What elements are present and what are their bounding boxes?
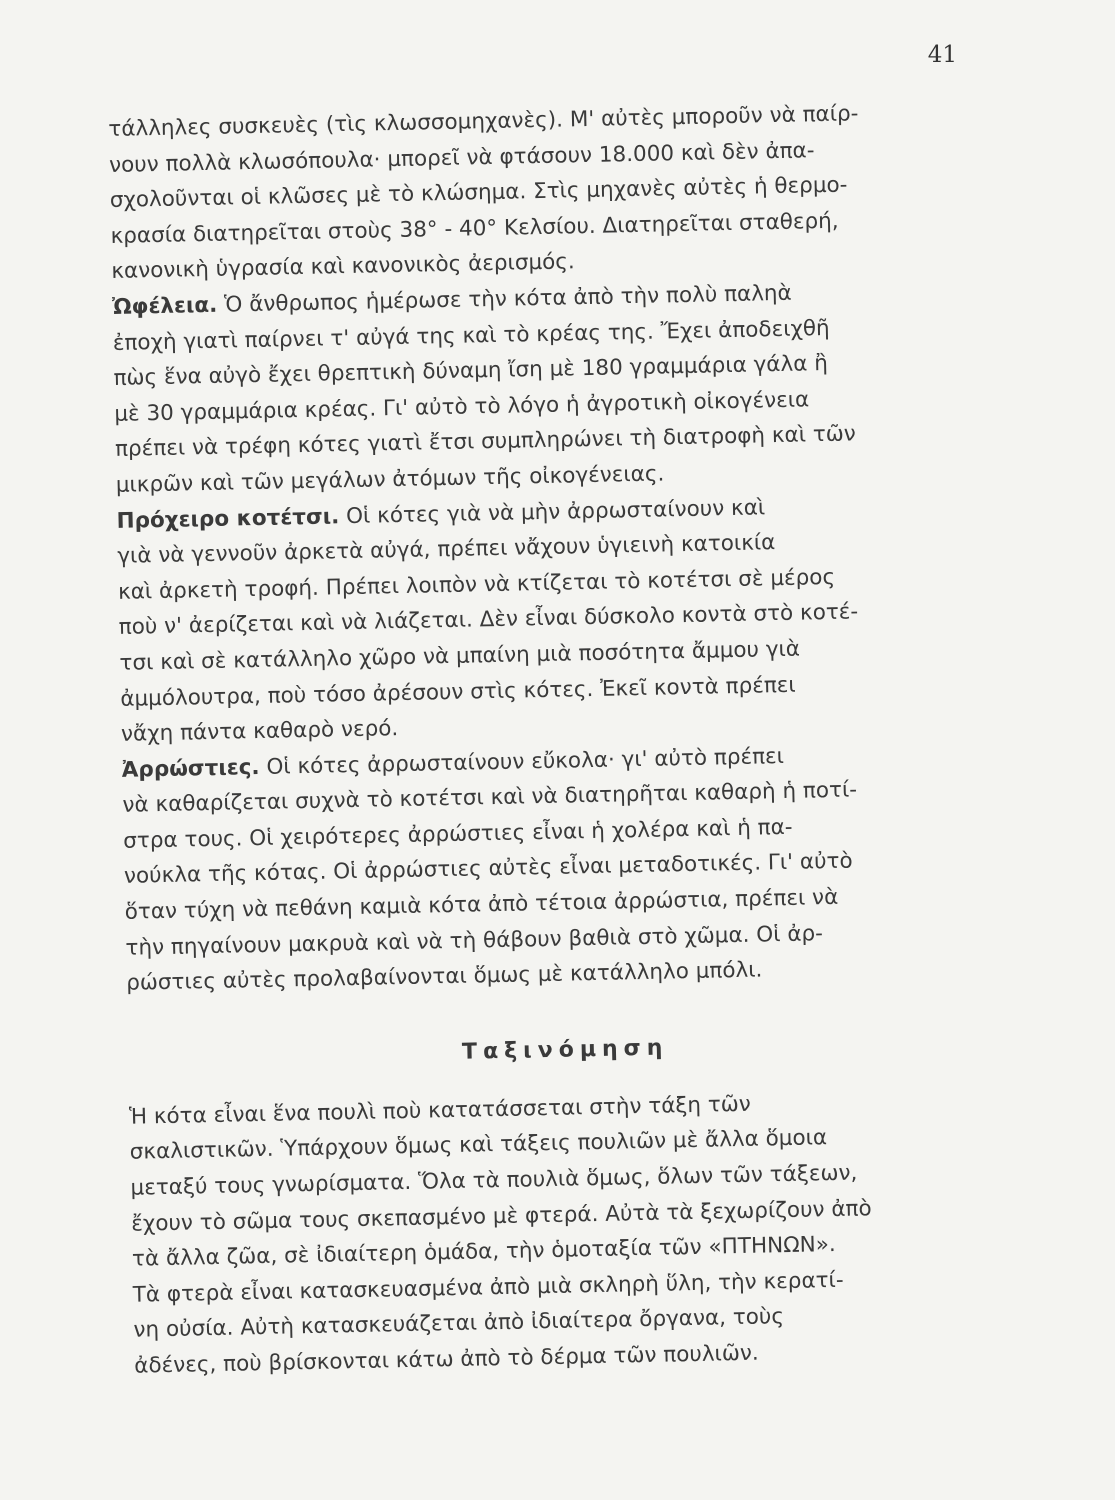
text-line: πρέπει νὰ τρέφη κότες γιατὶ ἔτσι συμπληρώνει τὴ διατροφὴ καὶ τῶν bbox=[114, 421, 857, 463]
text-run: Οἱ κότες γιὰ νὰ μὴν ἀρρωσταίνουν καὶ bbox=[339, 494, 766, 529]
text-line: ἐποχὴ γιατὶ παίρνει τ' αὐγά της καὶ τὸ κρέας της. Ἔχει ἀποδειχθῆ bbox=[112, 315, 830, 356]
text-line: στρα τους. Οἱ χειρότερες ἀρρώστιες εἶναι ἡ χολέρα καὶ ἡ πα- bbox=[123, 814, 793, 854]
text-line: ἔχουν τὸ σῶμα τους σκεπασμένο μὲ φτερά. Αὐτὰ τὰ ξεχωρίζουν ἀπὸ bbox=[131, 1195, 872, 1237]
text-line: πὼς ἕνα αὐγὸ ἔχει θρεπτικὴ δύναμη ἴση μὲ 180 γραμμάρια γάλα ἢ bbox=[113, 351, 829, 392]
text-run: Οἱ κότες ἀρρωσταίνουν εὔκολα· γι' αὐτὸ πρέπει bbox=[259, 743, 785, 780]
text-line: νἄχη πάντα καθαρὸ νερό. bbox=[120, 716, 399, 747]
text-line: κρασία διατηρεῖται στοὺς 38° - 40° Κελσίου. Διατηρεῖται σταθερή, bbox=[110, 208, 839, 249]
text-line: νούκλα τῆς κότας. Οἱ ἀρρώστιες αὐτὲς εἶναι μεταδοτικές. Γι' αὐτὸ bbox=[123, 849, 853, 890]
page-text bbox=[108, 94, 1009, 1385]
text-line: Ἡ κότα εἶναι ἕνα πουλὶ ποὺ κατατάσσεται στὴν τάξη τῶν bbox=[128, 1091, 752, 1130]
page-number: 41 bbox=[927, 42, 957, 68]
text-line: καὶ ἀρκετὴ τροφή. Πρέπει λοιπὸν νὰ κτίζεται τὸ κοτέτσι σὲ μέρος bbox=[117, 564, 836, 605]
run-in-heading-koteltsi: Πρόχειρο κοτέτσι. bbox=[116, 503, 340, 534]
text-line: Τὰ φτερὰ εἶναι κατασκευασμένα ἀπὸ μιὰ σκληρὴ ὕλη, τὴν κερατί- bbox=[132, 1267, 844, 1308]
run-in-heading-arrosties: Ἀρρώστιες. bbox=[121, 754, 260, 783]
text-line: ποὺ ν' ἀερίζεται καὶ νὰ λιάζεται. Δὲν εἶναι δύσκολο κοντὰ στὸ κοτέ- bbox=[118, 599, 859, 641]
text-line: σχολοῦνται οἱ κλῶσες μὲ τὸ κλώσημα. Στὶς μηχανὲς αὐτὲς ἡ θερμο- bbox=[109, 172, 848, 214]
text-line: τσι καὶ σὲ κατάλληλο χῶρο νὰ μπαίνη μιὰ ποσότητα ἄμμου γιὰ bbox=[119, 636, 801, 676]
text-line: μὲ 30 γραμμάρια κρέας. Γι' αὐτὸ τὸ λόγο ἡ ἀγροτικὴ οἰκογένεια bbox=[114, 387, 810, 427]
text-line: τάλληλες συσκευὲς (τὶς κλωσσομηχανὲς). Μ' αὐτὲς μποροῦν νὰ παίρ- bbox=[108, 101, 859, 142]
text-line: ρώστιες αὐτὲς προλαβαίνονται ὅμως μὲ κατάλληλο μπόλι. bbox=[125, 957, 763, 997]
text-line: νουν πολλὰ κλωσόπουλα· μπορεῖ νὰ φτάσουν 18.000 καὶ δὲν ἀπα- bbox=[108, 137, 815, 178]
text-line: γιὰ νὰ γεννοῦν ἀρκετὰ αὐγά, πρέπει νἄχουν ὑγιεινὴ κατοικία bbox=[117, 530, 776, 570]
run-in-heading-ofeleia: Ὠφέλεια. bbox=[111, 292, 218, 320]
text-line: ὅταν τύχη νὰ πεθάνη καμιὰ κότα ἀπὸ τέτοια ἀρρώστια, πρέπει νὰ bbox=[124, 884, 839, 925]
text-line: μικρῶν καὶ τῶν μεγάλων ἀτόμων τῆς οἰκογένειας. bbox=[115, 461, 665, 498]
text-line: νὰ καθαρίζεται συχνὰ τὸ κοτέτσι καὶ νὰ διατηρῆται καθαρὴ ἡ ποτί- bbox=[122, 777, 858, 819]
text-line: σκαλιστικῶν. Ὑπάρχουν ὅμως καὶ τάξεις πουλιῶν μὲ ἄλλα ὅμοια bbox=[129, 1125, 828, 1166]
text-line: τὴν πηγαίνουν μακρυὰ καὶ νὰ τὴ θάβουν βαθιὰ στὸ χῶμα. Οἱ ἀρ- bbox=[125, 920, 824, 961]
text-line: ἀμμόλουτρα, ποὺ τόσο ἀρέσουν στὶς κότες. Ἐκεῖ κοντὰ πρέπει bbox=[120, 672, 796, 712]
text-run: Ὁ ἄνθρωπος ἡμέρωσε τὴν κότα ἀπὸ τὴν πολὺ παληὰ bbox=[217, 280, 792, 318]
text-line: κανονικὴ ὑγρασία καὶ κανονικὸς ἀερισμός. bbox=[111, 249, 575, 285]
text-line: μεταξύ τους γνωρίσματα. Ὅλα τὰ πουλιὰ ὅμως, ὅλων τῶν τάξεων, bbox=[130, 1160, 858, 1201]
text-line: νη οὐσία. Αὐτὴ κατασκευάζεται ἀπὸ ἰδιαίτερα ὄργανα, τοὺς bbox=[133, 1304, 785, 1344]
text-line: ἀδένες, ποὺ βρίσκονται κάτω ἀπὸ τὸ δέρμα τῶν πουλιῶν. bbox=[134, 1340, 759, 1379]
section-heading: Ταξινόμηση bbox=[461, 1035, 669, 1065]
text-line: τὰ ἄλλα ζῶα, σὲ ἰδιαίτερη ὁμάδα, τὴν ὁμοταξία τῶν «ΠΤΗΝΩΝ». bbox=[131, 1232, 836, 1272]
